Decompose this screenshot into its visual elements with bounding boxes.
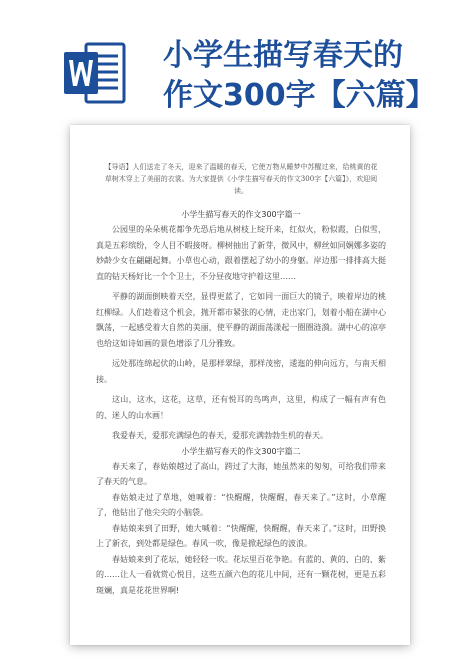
- paragraph: 春姑娘来到了田野，她大喊着：“快醒醒，快醒醒，春天来了。”这时，田野换上了新衣，到处都是绿色。春风一吹，像是掀起绿色的波浪。: [96, 523, 386, 548]
- title-line-1: 小学生描写春天的: [163, 38, 403, 73]
- section-title-2: 小学生描写春天的作文300字篇二: [181, 446, 301, 456]
- paragraph: 我爱春天，爱那充满绿色的春天，爱那充满勃勃生机的春天。: [112, 431, 328, 440]
- word-document-icon: [62, 40, 128, 106]
- paragraph: 春姑娘来到了花坛，她轻轻一吹。花坛里百花争艳。有蓝的、黄的、白的、紫的……让人一看就赏心悦目，这些五颜六色的花儿中间，还有一颗花树，更是五彩斑斓，真是花花世界啊!: [96, 554, 386, 595]
- paragraph: 平静的湖面倒映着天空，显得更蓝了，它如同一面巨大的镜子，映着岸边的桃红柳绿。人们趁着这个机会，抛开都市紧张的心情，走出家门，划着小船在湖中心飘荡，一起感受着大自然的美丽，使平静的湖面荡漾起一圈圈涟漪。湖中心的凉亭也给这如诗如画的景色增添了几分雅致。: [96, 292, 386, 348]
- intro-text: 【导语】人们送走了冬天，迎来了温暖的春天，它使万物从睡梦中苏醒过来，给桃黄的花草树木穿上了美丽的衣裳。为大家提供《小学生描写春天的作文300字【六篇】》，欢迎阅读。: [104, 163, 378, 195]
- document-content: [96, 161, 386, 598]
- header: [0, 0, 474, 125]
- paragraph: 春姑娘走过了草地，她喊着：“快醒醒，快醒醒，春天来了。”这时，小草醒了，他钻出了他尖尖的小脑袋。: [96, 492, 386, 517]
- document-page: [70, 125, 410, 645]
- section-title-1: 小学生描写春天的作文300字篇一: [181, 210, 301, 219]
- paragraph: 公园里的朵朵桃花都争先恐后地从树枝上绽开来，红似火，粉似霞，白似雪，真是五彩缤纷，令人目不暇接呀。柳树抽出了新芽，微风中，柳丝如同娴娜多姿的妙龄少女在翩翩起舞。小草也心动，跟着摆起了幼小的身躯。岸边那一排排高大挺直的钻天杨好比一个个卫士，不分昼夜地守护着这里……: [96, 225, 386, 281]
- paragraph: 这山，这水，这花，这草，还有悦耳的鸟鸣声，这里，构成了一幅有声有色的、迷人的山水画！: [96, 395, 386, 420]
- paragraph: 春天来了，春姑娘越过了高山，跨过了大海，她虽然来的匆匆，可给我们带来了春天的气息。: [96, 461, 386, 486]
- paragraph: 远处那连绵起伏的山岭，是那样翠绿，那样茂密，逶迤的伸向远方，与南天相接。: [96, 359, 386, 384]
- title-line-2: 作文300字【六篇】: [163, 78, 436, 113]
- document-title: [163, 36, 468, 116]
